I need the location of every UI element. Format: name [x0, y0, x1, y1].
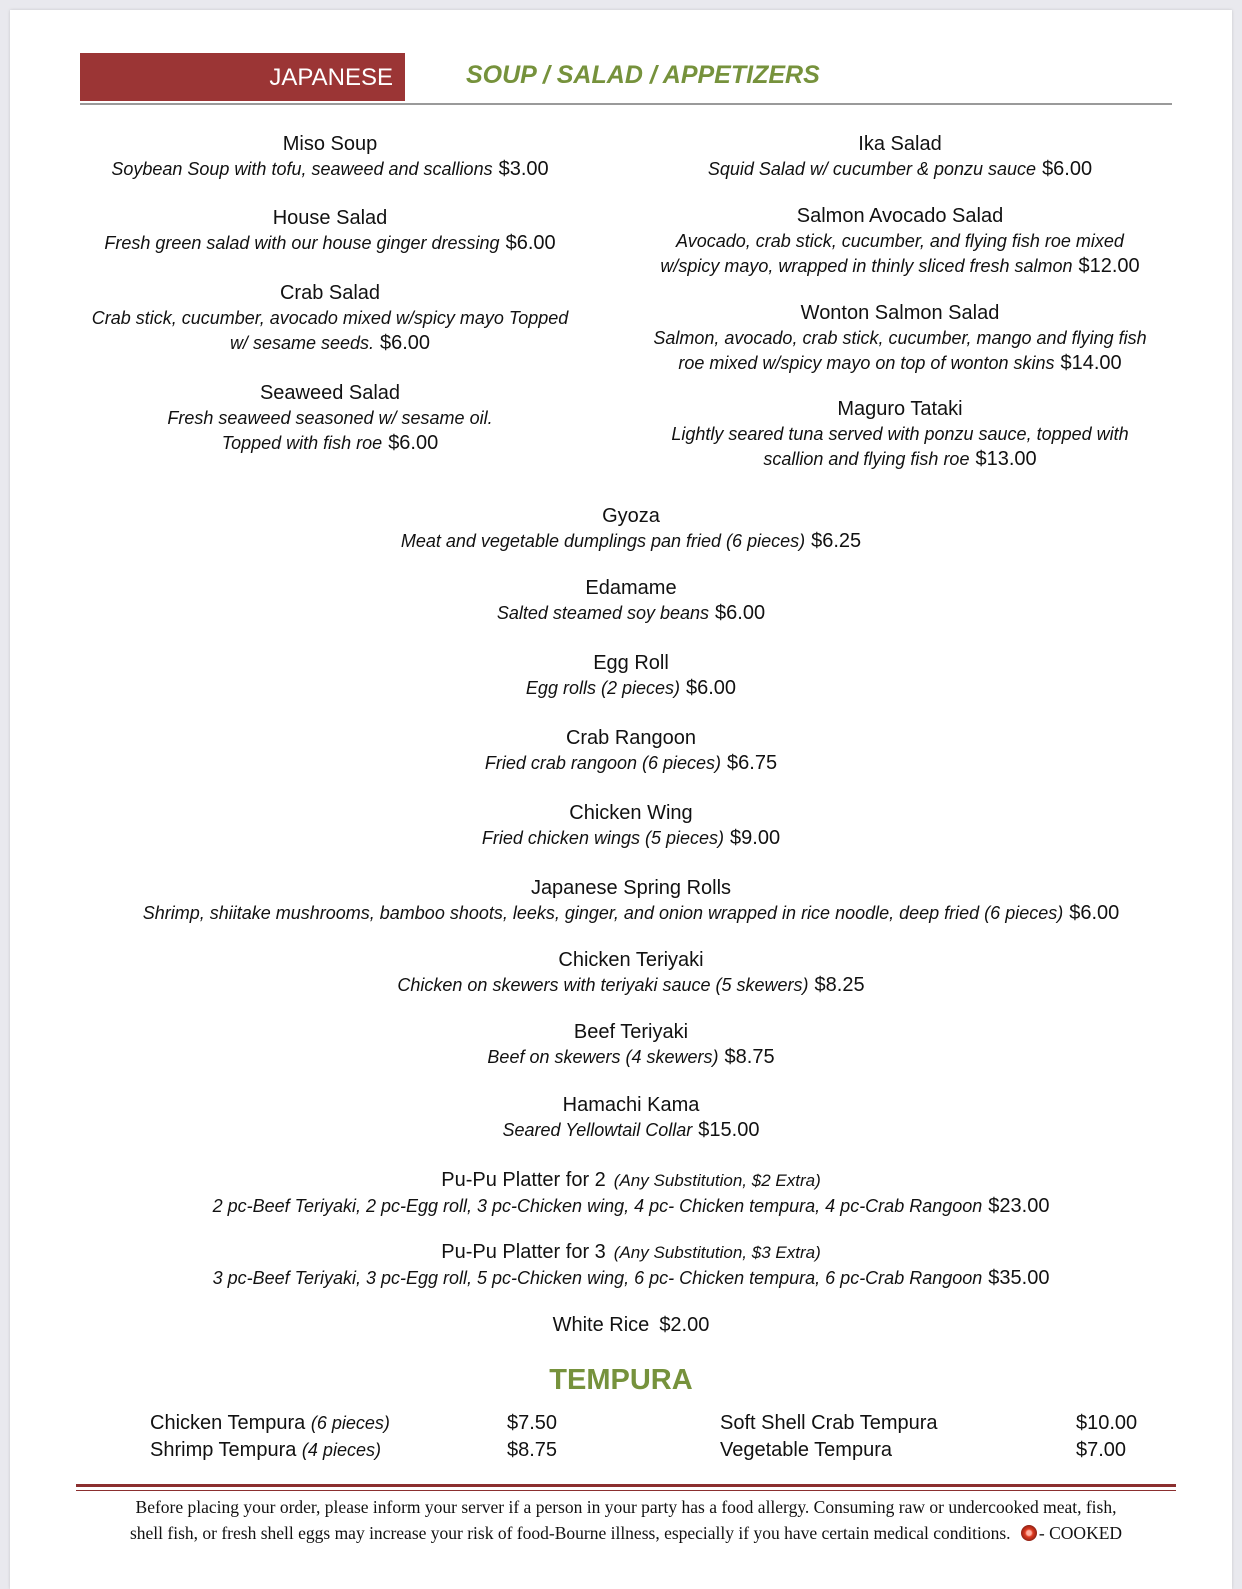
cooked-legend: - COOKED: [1038, 1523, 1123, 1543]
menu-item: [90, 650, 1172, 701]
item-price: $15.00: [698, 1119, 760, 1141]
item-name: Chicken Wing: [569, 802, 693, 824]
item-name: Gyoza: [602, 505, 660, 527]
item-name: White Rice: [552, 1314, 650, 1336]
menu-item: [645, 203, 1155, 279]
item-desc: Crab stick, cucumber, avocado mixed w/spicy mayo Topped: [91, 308, 569, 328]
item-name: Pu-Pu Platter for 2: [441, 1169, 606, 1191]
menu-item: [90, 575, 1172, 626]
item-desc: 3 pc-Beef Teriyaki, 3 pc-Egg roll, 5 pc-Chicken wing, 6 pc- Chicken tempura, 6 pc-Crab Rangoon: [212, 1268, 983, 1288]
item-desc: w/ sesame seeds.: [229, 333, 374, 353]
item-price: $6.00: [1042, 158, 1093, 180]
item-price: $6.00: [388, 432, 439, 454]
tempura-name: Vegetable Tempura: [720, 1439, 892, 1461]
item-desc: Avocado, crab stick, cucumber, and flying fish roe mixed: [676, 231, 1124, 251]
item-price: $6.00: [1069, 902, 1120, 924]
item-desc: Meat and vegetable dumplings pan fried (6 pieces): [400, 531, 806, 551]
item-price: $6.00: [505, 232, 556, 254]
section-title: SOUP / SALAD / APPETIZERS: [466, 61, 820, 89]
menu-item: [645, 396, 1155, 472]
item-desc: Topped with fish roe: [221, 433, 383, 453]
item-price: $6.25: [811, 530, 862, 552]
item-desc: Seared Yellowtail Collar: [502, 1120, 693, 1140]
item-name: Seaweed Salad: [259, 382, 401, 404]
item-price: $2.00: [659, 1314, 710, 1336]
item-price: $6.75: [727, 752, 778, 774]
item-price: $35.00: [988, 1267, 1050, 1289]
footer-divider: [76, 1484, 1176, 1487]
item-price: $8.75: [724, 1046, 775, 1068]
menu-item: [70, 875, 1192, 926]
allergy-notice-line2: shell fish, or fresh shell eggs may increase your risk of food-Bourne illness, especially if you have certain medical conditions.: [129, 1523, 1011, 1543]
tempura-item: [150, 1437, 381, 1463]
item-price: $9.00: [730, 827, 781, 849]
tempura-detail: (6 pieces): [310, 1413, 390, 1433]
item-desc: Squid Salad w/ cucumber & ponzu sauce: [707, 159, 1037, 179]
item-name: Wonton Salmon Salad: [800, 302, 1000, 324]
menu-item: [90, 1019, 1172, 1070]
item-desc: Soybean Soup with tofu, seaweed and scallions: [111, 159, 493, 179]
item-name: Japanese Spring Rolls: [530, 877, 732, 899]
tempura-price: $8.75: [507, 1439, 558, 1461]
item-desc: Chicken on skewers with teriyaki sauce (5 skewers): [397, 975, 809, 995]
item-price: $6.00: [715, 602, 766, 624]
item-desc: Fried chicken wings (5 pieces): [481, 828, 725, 848]
item-desc: Shrimp, shiitake mushrooms, bamboo shoots, leeks, ginger, and onion wrapped in rice noodle, deep fried (6 pieces): [142, 903, 1064, 923]
item-note: (Any Substitution, $3 Extra): [613, 1243, 821, 1262]
tempura-name: Soft Shell Crab Tempura: [720, 1412, 938, 1434]
item-desc: Fried crab rangoon (6 pieces): [484, 753, 722, 773]
item-name: Crab Salad: [279, 282, 381, 304]
menu-item: [80, 380, 580, 456]
item-desc: Egg rolls (2 pieces): [525, 678, 680, 698]
menu-item: [90, 1312, 1172, 1338]
item-desc: Fresh green salad with our house ginger dressing: [104, 233, 500, 253]
item-name: Pu-Pu Platter for 3: [441, 1241, 606, 1263]
item-price: $14.00: [1060, 352, 1122, 374]
item-name: House Salad: [272, 207, 388, 229]
tempura-item: [150, 1410, 390, 1436]
item-price: $12.00: [1078, 255, 1140, 277]
menu-item: [80, 205, 580, 256]
menu-item: [645, 131, 1155, 182]
tempura-name: Chicken Tempura: [150, 1412, 306, 1434]
item-price: $3.00: [498, 158, 549, 180]
menu-item: [645, 300, 1155, 376]
item-desc: Salted steamed soy beans: [496, 603, 710, 623]
tempura-detail: (4 pieces): [301, 1440, 381, 1460]
tempura-price: $7.50: [507, 1412, 558, 1434]
item-price: $23.00: [988, 1195, 1050, 1217]
menu-item: [90, 1239, 1172, 1291]
item-name: Hamachi Kama: [562, 1094, 700, 1116]
item-desc: Beef on skewers (4 skewers): [487, 1047, 719, 1067]
item-price: $13.00: [975, 448, 1037, 470]
menu-item: [80, 131, 580, 182]
item-desc: Lightly seared tuna served with ponzu sauce, topped with: [671, 424, 1129, 444]
footer-divider-thin: [76, 1490, 1176, 1491]
item-desc: w/spicy mayo, wrapped in thinly sliced fresh salmon: [660, 256, 1073, 276]
menu-item: [80, 280, 580, 356]
item-price: $8.25: [814, 974, 865, 996]
menu-page: [10, 10, 1232, 1589]
item-name: Maguro Tataki: [837, 398, 963, 420]
item-name: Miso Soup: [282, 133, 378, 155]
item-desc: 2 pc-Beef Teriyaki, 2 pc-Egg roll, 3 pc-Chicken wing, 4 pc- Chicken tempura, 4 pc-Crab Rangoon: [212, 1196, 983, 1216]
item-name: Egg Roll: [593, 652, 669, 674]
menu-item: [90, 1092, 1172, 1143]
menu-item: [90, 800, 1172, 851]
item-name: Salmon Avocado Salad: [796, 205, 1004, 227]
item-name: Ika Salad: [858, 133, 942, 155]
item-price: $6.00: [686, 677, 737, 699]
menu-item: [90, 947, 1172, 998]
cooked-dot-icon: [1021, 1525, 1037, 1541]
allergy-notice-line1: Before placing your order, please inform your server if a person in your party has a food allergy. Consuming raw or undercooked meat, fish,: [135, 1497, 1117, 1517]
item-price: $6.00: [380, 332, 431, 354]
item-note: (Any Substitution, $2 Extra): [613, 1171, 821, 1190]
item-desc: Salmon, avocado, crab stick, cucumber, mango and flying fish: [653, 328, 1147, 348]
item-name: Chicken Teriyaki: [558, 949, 704, 971]
item-desc: roe mixed w/spicy mayo on top of wonton skins: [678, 353, 1055, 373]
menu-item: [90, 1167, 1172, 1219]
menu-item: [90, 725, 1172, 776]
item-name: Beef Teriyaki: [573, 1021, 689, 1043]
tempura-price: $7.00: [1076, 1439, 1127, 1461]
item-name: Crab Rangoon: [565, 727, 697, 749]
menu-item: [90, 503, 1172, 554]
menu-header: [80, 53, 1172, 105]
item-desc: Fresh seaweed seasoned w/ sesame oil.: [167, 408, 493, 428]
allergy-notice: [76, 1494, 1176, 1546]
tempura-price: $10.00: [1076, 1412, 1138, 1434]
item-desc: scallion and flying fish roe: [763, 449, 970, 469]
item-name: Edamame: [585, 577, 677, 599]
tempura-name: Shrimp Tempura: [150, 1439, 297, 1461]
cuisine-tag: JAPANESE: [80, 53, 405, 101]
tempura-title: TEMPURA: [549, 1364, 693, 1396]
